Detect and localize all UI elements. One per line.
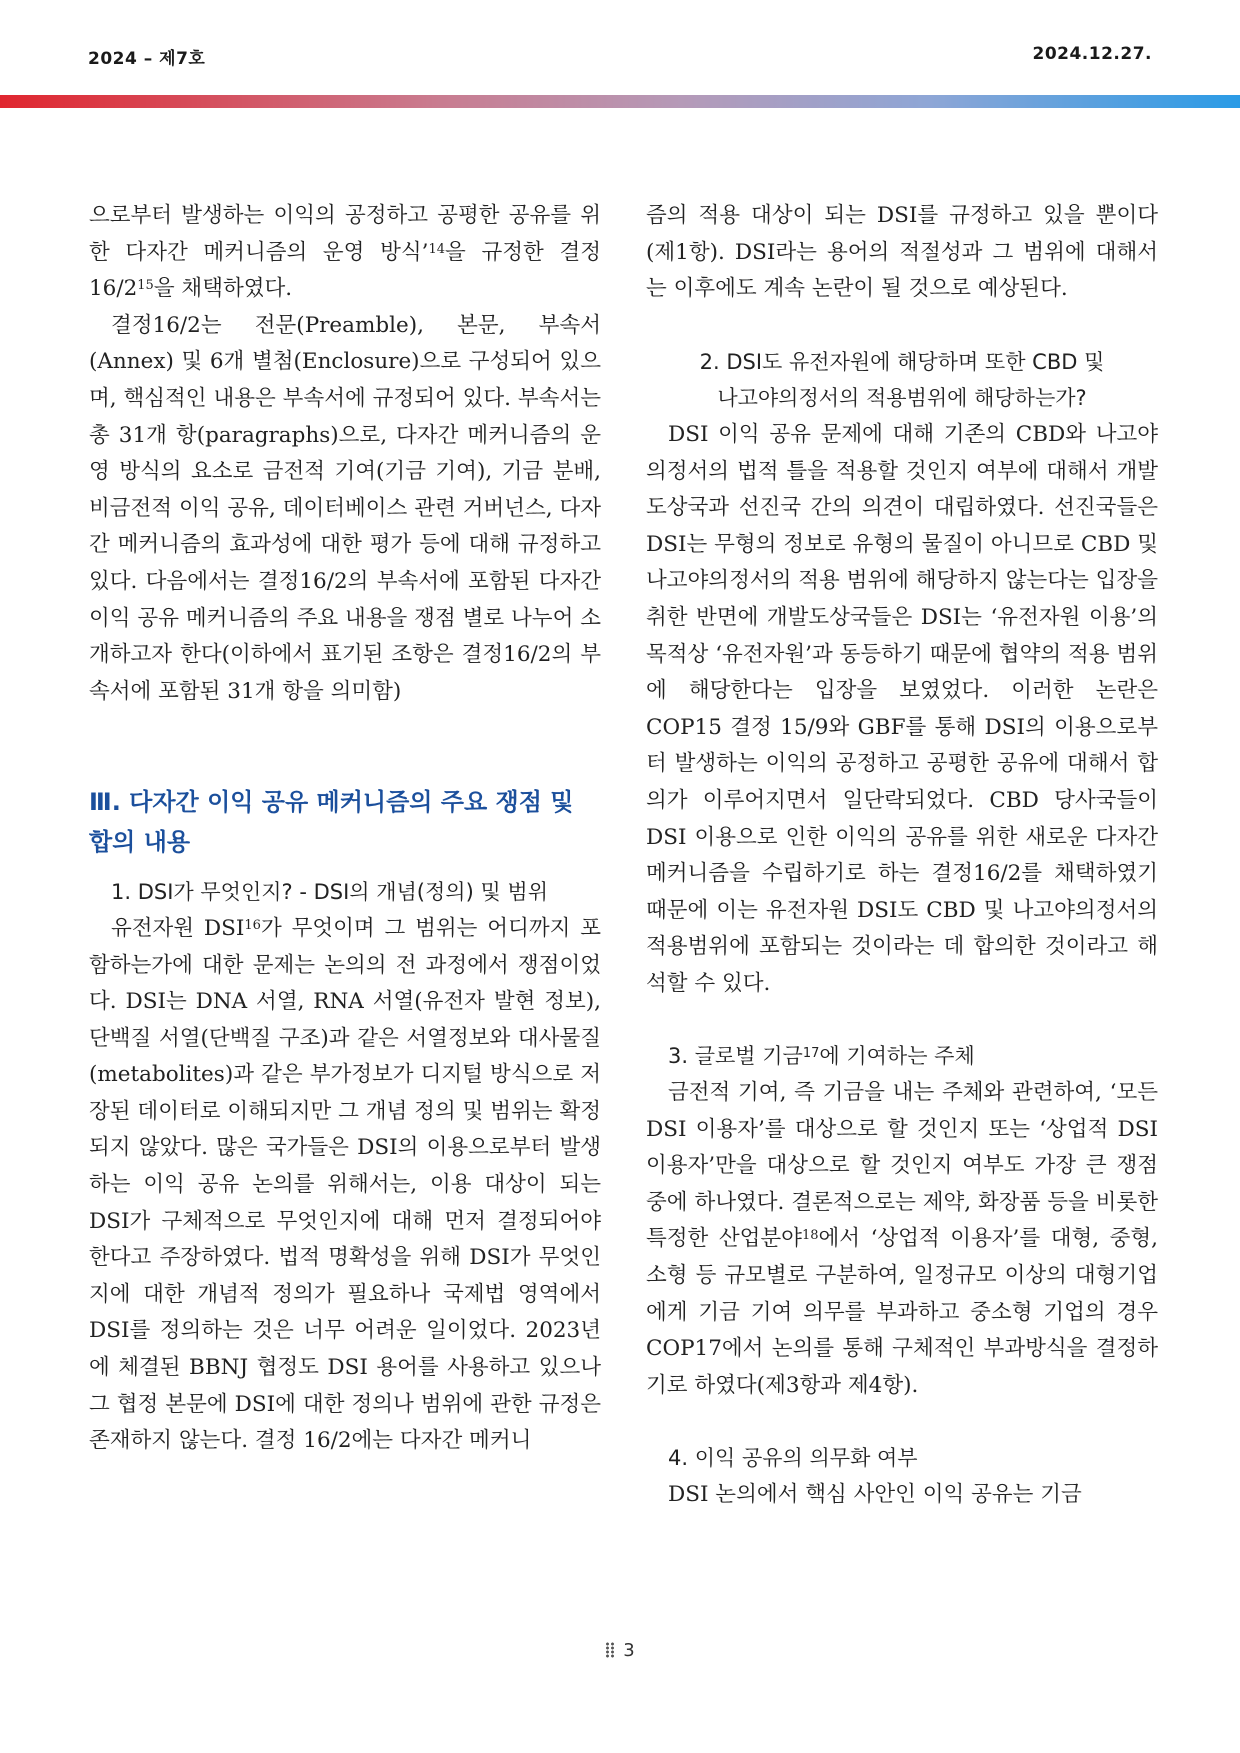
header-gradient-bar (0, 95, 1240, 108)
footnote-ref[interactable]: 16 (244, 917, 261, 933)
dots-icon (605, 1642, 615, 1658)
subsection-heading: 1. DSI가 무엇인지? - DSI의 개념(정의) 및 범위 (111, 880, 548, 905)
page-footer (0, 1640, 1240, 1661)
right-column (646, 198, 1158, 1514)
section-heading: Ⅲ. 다자간 이익 공유 메커니즘의 주요 쟁점 및 합의 내용 (89, 788, 574, 857)
subsection-heading: 3. 글로벌 기금$^{17}$에 기여하는 주체 (668, 1044, 975, 1069)
page-number: 3 (623, 1640, 635, 1661)
paragraph: 으로부터 발생하는 이익의 공정하고 공평한 공유를 위한 다자간 메커니즘의 운영 방식’$^{14}$을 규정한 결정$16/2^{15}$을 채택하였다. (89, 203, 601, 302)
footnote-ref[interactable]: 15 (137, 278, 154, 294)
subsection-heading: 4. 이익 공유의 의무화 여부 (668, 1446, 918, 1471)
paragraph: DSI 이익 공유 문제에 대해 기존의 CBD와 나고야의정서의 법적 틀을 적용할 것인지 여부에 대해서 개발도상국과 선진국 간의 의견이 대립하였다. 선진국들은 DSI는 무형의 정보로 유형의 물질이 아니므로 CBD 및 나고야의정서의 적용 범위에 해당하지 않는다는 입장을 취한 반면에 개발도상국들은 DSI는 ‘유전자원 이용’의 목적상 ‘유전자원’과 동등하기 때문에 협약의 적용 범위에 해당한다는 입장을 보였었다. 이러한 논란은 COP15 결정 15/9와 GBF를 통해 DSI의 이용으로부터 발생하는 이익의 공정하고 공평한 공유에 대해서 합의가 이루어지면서 일단락되었다. CBD 당사국들이 DSI 이용으로 인한 이익의 공유를 위한 새로운 다자간 메커니즘을 수립하기로 하는 결정16/2를 채택하였기 때문에 이는 유전자원 DSI도 CBD 및 나고야의정서의 적용범위에 포함되는 것이라는 데 합의한 것이라고 해석할 수 있다. (646, 421, 1158, 996)
paragraph: 금전적 기여, 즉 기금을 내는 주체와 관련하여, ‘모든 DSI 이용자’를 대상으로 할 것인지 또는 ‘상업적 DSI 이용자’만을 대상으로 할 것인지 여부도 가장 큰 쟁점 중에 하나였다. 결론적으로는 제약, 화장품 등을 비롯한 특정한 산업분야$^{18}$에서 ‘상업적 이용자’를 대형, 중형, 소형 등 규모별로 구분하여, 일정규모 이상의 대형기업에게 기금 기여 의무를 부과하고 중소형 기업의 경우 COP17에서 논의를 통해 구체적인 부과방식을 결정하기로 하였다(제3항과 제4항). (646, 1080, 1158, 1398)
issue-label: 2024 – 제7호 (88, 49, 206, 69)
issue-date: 2024.12.27. (1032, 44, 1152, 64)
paragraph: DSI 논의에서 핵심 사안인 이익 공유는 기금 (668, 1482, 1082, 1507)
paragraph: 유전자원 DSI$^{16}$가 무엇이며 그 범위는 어디까지 포함하는가에 대한 문제는 논의의 전 과정에서 쟁점이었다. DSI는 DNA 서열, RNA 서열(유전자 발현 정보), 단백질 서열(단백질 구조)과 같은 서열정보와 대사물질(metabolites)과 같은 부가정보가 디지털 방식으로 저장된 데이터로 이해되지만 그 개념 정의 및 범위는 확정되지 않았다. 많은 국가들은 DSI의 이용으로부터 발생하는 이익 공유 논의를 위해서는, 이용 대상이 되는 DSI가 구체적으로 무엇인지에 대해 먼저 결정되어야 한다고 주장하였다. 법적 명확성을 위해 DSI가 무엇인지에 대한 개념적 정의가 필요하나 국제법 영역에서 DSI를 정의하는 것은 너무 어려운 일이었다. 2023년에 체결된 BBNJ 협정도 DSI 용어를 사용하고 있으나 그 협정 본문에 DSI에 대한 정의나 범위에 관한 규정은 존재하지 않는다. 결정 16/2에는 다자간 메커니 (89, 915, 601, 1454)
paragraph: 즘의 적용 대상이 되는 DSI를 규정하고 있을 뿐이다(제1항). DSI라는 용어의 적절성과 그 범위에 대해서는 이후에도 계속 논란이 될 것으로 예상된다. (646, 203, 1158, 302)
paragraph: 결정16/2는 전문(Preamble), 본문, 부속서(Annex) 및 6개 별첨(Enclosure)으로 구성되어 있으며, 핵심적인 내용은 부속서에 규정되어 있다. 부속서는 총 31개 항(paragraphs)으로, 다자간 메커니즘의 운영 방식의 요소로 금전적 기여(기금 기여), 기금 분배, 비금전적 이익 공유, 데이터베이스 관련 거버넌스, 다자간 메커니즘의 효과성에 대한 평가 등에 대해 규정하고 있다. 다음에서는 결정16/2의 부속서에 포함된 다자간 이익 공유 메커니즘의 주요 내용을 쟁점 별로 나누어 소개하고자 한다(이하에서 표기된 조항은 결정16/2의 부속서에 포함된 31개 항을 의미함) (89, 312, 601, 704)
left-column (89, 198, 601, 1460)
footnote-ref[interactable]: 14 (428, 241, 446, 257)
footnote-ref[interactable]: 18 (801, 1228, 819, 1244)
footnote-ref[interactable]: 17 (802, 1046, 820, 1062)
subsection-heading: 2. DSI도 유전자원에 해당하며 또한 CBD 및 나고야의정서의 적용범위에 해당하는가? (699, 349, 1105, 411)
